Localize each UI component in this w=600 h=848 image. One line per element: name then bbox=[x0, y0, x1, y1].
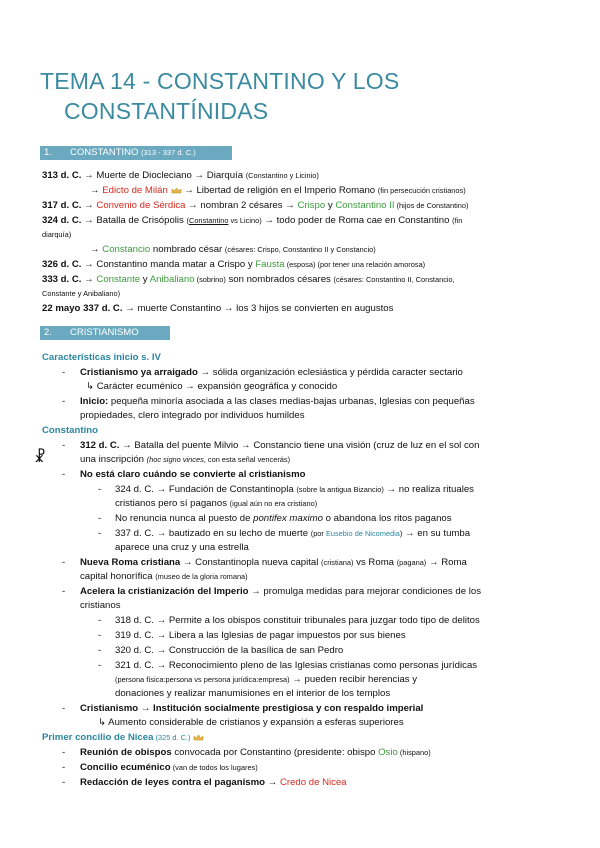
list-item: Nueva Roma cristiana → Constantinopla nueva capital (cristiana) vs Roma (pagana) → Roma bbox=[80, 557, 467, 568]
list-subitem-cont: cristianos pero sí paganos (igual aún no era cristiano) bbox=[115, 498, 318, 509]
list-subitem: No renuncia nunca al puesto de pontifex maximo o abandona los ritos paganos bbox=[115, 513, 452, 524]
timeline-constancio: → Constancio nombrado césar (césares: Crispo, Constantino II y Constancio) bbox=[90, 244, 376, 255]
list-item: Cristianismo → Institución socialmente prestigiosa y con respaldo imperial bbox=[80, 703, 424, 714]
list-item: Acelera la cristianización del Imperio → promulga medidas para mejorar condiciones de los bbox=[80, 586, 481, 597]
page-title bbox=[40, 66, 399, 126]
list-subitem-cont: (persona física:persona vs persona jurídica:empresa) → pueden recibir herencias y bbox=[115, 674, 418, 685]
list-subitem: ↳ Aumento considerable de cristianos y expansión a esferas superiores bbox=[98, 717, 404, 728]
timeline-edicto-milan: → Edicto de Milán → Libertad de religión en el Imperio Romano (fin persecución cristianos) bbox=[90, 185, 466, 196]
crown-icon bbox=[193, 734, 204, 741]
list-item: No está claro cuándo se convierte al cristianismo bbox=[80, 469, 306, 480]
list-subitem: 318 d. C. → Permite a los obispos constituir tribunales para juzgar todo tipo de delitos bbox=[115, 615, 480, 626]
section-heading-constantino: 1. CONSTANTINO (313 - 337 d. C.) bbox=[40, 146, 232, 160]
list-item: Inicio: pequeña minoría asociada a las clases medias-bajas urbanas, Iglesias con pequeñas bbox=[80, 396, 475, 407]
timeline-313: 313 d. C. → Muerte de Diocleciano → Diarquía (Constantino y Licinio) bbox=[42, 170, 319, 181]
list-item: Reunión de obispos convocada por Constantino (presidente: obispo Osio (hispano) bbox=[80, 747, 431, 758]
crown-icon bbox=[171, 187, 182, 194]
list-item: 312 d. C. → Batalla del puente Milvio → Constancio tiene una visión (cruz de luz en el sol con bbox=[80, 440, 480, 451]
timeline-324-cont: diarquía) bbox=[42, 230, 72, 239]
title-line-2: CONSTANTÍNIDAS bbox=[64, 98, 269, 124]
list-subitem-cont: donaciones y realizar manumisiones en el interior de los templos bbox=[115, 688, 391, 699]
list-item-cont: propiedades, clero integrado por individuos humildes bbox=[80, 410, 305, 421]
list-item: Concilio ecuménico (van de todos los lugares) bbox=[80, 762, 258, 773]
list-subitem: 337 d. C. → bautizado en su lecho de muerte (por Eusebio de Nicomedia) → en su tumba bbox=[115, 528, 471, 539]
timeline-326: 326 d. C. → Constantino manda matar a Crispo y Fausta (esposa) (por tener una relación amorosa) bbox=[42, 259, 426, 270]
timeline-333: 333 d. C. → Constante y Anibaliano (sobrino) son nombrados césares (césares: Constantino II, Constancio, bbox=[42, 274, 455, 285]
list-subitem-cont: aparece una cruz y una estrella bbox=[115, 542, 249, 553]
list-subitem: 320 d. C. → Construcción de la basílica de san Pedro bbox=[115, 645, 344, 656]
subheading-nicea: Primer concilio de Nicea (325 d. C.) bbox=[42, 731, 204, 744]
list-subitem: 324 d. C. → Fundación de Constantinopla (sobre la antigua Bizancio) → no realiza rituales bbox=[115, 484, 474, 495]
timeline-337: 22 mayo 337 d. C. → muerte Constantino → los 3 hijos se convierten en augustos bbox=[42, 303, 394, 314]
section-heading-cristianismo: 2. CRISTIANISMO bbox=[40, 326, 170, 340]
list-item-cont: capital honorífica (museo de la gloria romana) bbox=[80, 571, 248, 582]
list-subitem: 321 d. C. → Reconocimiento pleno de las Iglesias cristianas como personas jurídicas bbox=[115, 660, 478, 671]
list-item: Cristianismo ya arraigado → sólida organización eclesiástica y pérdida caracter sectario bbox=[80, 367, 463, 378]
list-item: Redacción de leyes contra el paganismo → Credo de Nicea bbox=[80, 777, 347, 788]
chi-rho-icon: ☧ bbox=[34, 449, 46, 466]
timeline-317: 317 d. C. → Convenio de Sérdica → nombran 2 césares → Crispo y Constantino II (hijos de Constantino) bbox=[42, 200, 469, 211]
timeline-324: 324 d. C. → Batalla de Crisópolis (Constantino vs Licino) → todo poder de Roma cae en Constantino (fin bbox=[42, 215, 463, 226]
list-item-cont: una inscripción (hoc signo vinces, con esta señal vencerás) bbox=[80, 454, 291, 465]
list-subitem: 319 d. C. → Libera a las Iglesias de pagar impuestos por sus bienes bbox=[115, 630, 406, 641]
subheading-caracteristicas: Características inicio s. IV bbox=[42, 352, 161, 363]
title-line-1: TEMA 14 - CONSTANTINO Y LOS bbox=[40, 68, 400, 94]
timeline-333-cont: Constante y Anibaliano) bbox=[42, 289, 121, 298]
list-subitem: ↳ Carácter ecuménico → expansión geográfica y conocido bbox=[86, 381, 338, 392]
list-item-cont: cristianos bbox=[80, 600, 121, 611]
subheading-constantino: Constantino bbox=[42, 425, 98, 436]
